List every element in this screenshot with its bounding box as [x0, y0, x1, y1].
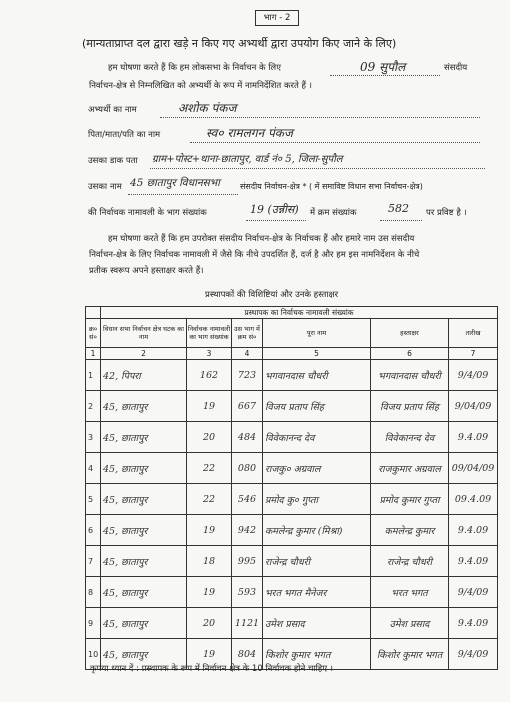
enrolled-label: उसका नाम: [88, 182, 122, 192]
table-body: [86, 360, 498, 670]
table-row: [86, 391, 498, 422]
cell-name: प्रमोद कु० गुप्ता: [263, 484, 371, 515]
candidate-name-label: अभ्यर्थी का नाम: [88, 105, 137, 115]
cell-date: 9.4.09: [449, 515, 498, 546]
cell-sn: 9: [86, 608, 101, 639]
cell-ac: 45, छातापुर: [101, 639, 187, 670]
cell-part: 20: [187, 608, 232, 639]
cell-date: 9/4/09: [449, 639, 498, 670]
cell-sign: भरत भगत: [371, 577, 449, 608]
declaration-suffix: संसदीय: [444, 63, 468, 73]
cell-ac: 45, छातापुर: [101, 391, 187, 422]
cell-sn: 7: [86, 546, 101, 577]
table-row: [86, 515, 498, 546]
cell-sign: राजेन्द्र चौधरी: [371, 546, 449, 577]
cell-sign: प्रमोद कुमार गुप्ता: [371, 484, 449, 515]
cell-name: विजय प्रताप सिंह: [263, 391, 371, 422]
table-row: [86, 608, 498, 639]
cell-sn: 8: [86, 577, 101, 608]
cell-serial: 080: [232, 453, 263, 484]
cell-sign: उमेश प्रसाद: [371, 608, 449, 639]
cell-date: 09/04/09: [449, 453, 498, 484]
cell-part: 19: [187, 639, 232, 670]
cell-ac: 45, छातापुर: [101, 577, 187, 608]
roll-part-label: की निर्वाचक नामावली के भाग संख्यांक: [88, 208, 207, 218]
cell-name: उमेश प्रसाद: [263, 608, 371, 639]
table-row: [86, 577, 498, 608]
declaration-line2: निर्वाचन-क्षेत्र से निम्नलिखित को अभ्यर्थी के रूप में नामनिर्देशित करते हैं ।: [89, 81, 312, 91]
cell-sign: राजकुमार अग्रवाल: [371, 453, 449, 484]
col-header: पूरा नाम: [263, 319, 371, 348]
declaration2-line1: हम घोषणा करते हैं कि हम उपरोक्त संसदीय निर्वाचन-क्षेत्र के निर्वाचक हैं और हमारे नाम उस संसदीय: [108, 234, 415, 244]
enrolled-value: 45 छातापुर विधानसभा: [130, 177, 220, 189]
candidate-name-value: अशोक पंकज: [178, 101, 237, 115]
cell-ac: 45, छातापुर: [101, 422, 187, 453]
cell-sn: 5: [86, 484, 101, 515]
table-row: [86, 360, 498, 391]
cell-ac: 45, छातापुर: [101, 608, 187, 639]
col-header: तारीख: [449, 319, 498, 348]
cell-date: 9.4.09: [449, 422, 498, 453]
cell-sign: किशोर कुमार भगत: [371, 639, 449, 670]
enrolled-suffix: संसदीय निर्वाचन-क्षेत्र * ( में समाविष्ट विधान सभा निर्वाचन-क्षेत्र): [240, 182, 423, 191]
cell-serial: 995: [232, 546, 263, 577]
cell-sn: 10: [86, 639, 101, 670]
cell-ac: 45, छातापुर: [101, 515, 187, 546]
col-header: क्र० सं०: [86, 319, 101, 348]
cell-serial: 723: [232, 360, 263, 391]
cell-serial: 546: [232, 484, 263, 515]
column-number-row: [86, 348, 498, 360]
cell-sn: 2: [86, 391, 101, 422]
cell-name: कमलेन्द्र कुमार (मिश्रा): [263, 515, 371, 546]
cell-name: विवेकानन्द देव: [263, 422, 371, 453]
roll-serial-value: 582: [388, 202, 409, 215]
cell-sign: विजय प्रताप सिंह: [371, 391, 449, 422]
cell-sign: कमलेन्द्र कुमार: [371, 515, 449, 546]
parent-name-label: पिता/माता/पति का नाम: [88, 130, 161, 140]
cell-part: 20: [187, 422, 232, 453]
roll-part-value: 19 (उन्नीस): [250, 203, 299, 216]
cell-ac: 45, छातापुर: [101, 453, 187, 484]
proposers-table: [85, 306, 498, 670]
cell-date: 9.4.09: [449, 608, 498, 639]
cell-sn: 1: [86, 360, 101, 391]
col-number: 3: [187, 348, 232, 360]
cell-date: 9/04/09: [449, 391, 498, 422]
cell-serial: 1121: [232, 608, 263, 639]
table-row: [86, 422, 498, 453]
cell-date: 9/4/09: [449, 577, 498, 608]
col-number: 7: [449, 348, 498, 360]
cell-name: राजकु० अग्रवाल: [263, 453, 371, 484]
cell-ac: 42, पिपरा: [101, 360, 187, 391]
cell-ac: 45, छातापुर: [101, 484, 187, 515]
table-row: [86, 546, 498, 577]
cell-sn: 4: [86, 453, 101, 484]
address-label: उसका डाक पता: [88, 156, 138, 166]
cell-part: 22: [187, 484, 232, 515]
constituency-value: 09 सुपौल: [360, 60, 406, 74]
cell-part: 22: [187, 453, 232, 484]
col-number: 4: [232, 348, 263, 360]
address-value: ग्राम+पोस्ट+थाना-छातापुर, वार्ड नं० 5, जिला-सुपौल: [152, 154, 343, 165]
cell-name: किशोर कुमार भगत: [263, 639, 371, 670]
cell-ac: 45, छातापुर: [101, 546, 187, 577]
part-label: भाग - 2: [255, 10, 299, 26]
roll-suffix: पर प्रविष्ट है ।: [426, 208, 467, 218]
cell-serial: 593: [232, 577, 263, 608]
roll-serial-label: में क्रम संख्यांक: [310, 208, 357, 218]
col-header: हस्ताक्षर: [371, 319, 449, 348]
cell-part: 162: [187, 360, 232, 391]
cell-part: 18: [187, 546, 232, 577]
footnote: कृपया ध्यान दें : प्रस्थापक के रूप में निर्वाचन क्षेत्र के 10 निर्वाचक होने चाहिए ।: [90, 664, 333, 674]
cell-sign: विवेकानन्द देव: [371, 422, 449, 453]
col-number: 2: [101, 348, 187, 360]
table-row: [86, 453, 498, 484]
cell-serial: 484: [232, 422, 263, 453]
parent-name-value: स्व० रामलगन पंकज: [206, 126, 293, 140]
cell-serial: 667: [232, 391, 263, 422]
cell-part: 19: [187, 515, 232, 546]
cell-date: 9/4/09: [449, 360, 498, 391]
cell-serial: 804: [232, 639, 263, 670]
cell-date: 09.4.09: [449, 484, 498, 515]
col-header: निर्वाचक नामावली का भाग संख्यांक: [187, 319, 232, 348]
cell-name: भगवानदास चौधरी: [263, 360, 371, 391]
declaration2-line3: प्रतीक स्वरूप अपने हस्ताक्षर करते हैं।: [89, 266, 204, 276]
table-row: [86, 484, 498, 515]
declaration-text: हम घोषणा करते हैं कि हम लोकसभा के निर्वाचन के लिए: [108, 63, 281, 73]
cell-name: भरत भगत मैनेजर: [263, 577, 371, 608]
cell-part: 19: [187, 391, 232, 422]
col-header: विधान सभा निर्वाचन क्षेत्र घटक का नाम: [101, 319, 187, 348]
table-header-row: [86, 319, 498, 348]
cell-sign: भगवानदास चौधरी: [371, 360, 449, 391]
cell-sn: 6: [86, 515, 101, 546]
col-number: 6: [371, 348, 449, 360]
cell-serial: 942: [232, 515, 263, 546]
col-number: 5: [263, 348, 371, 360]
cell-part: 19: [187, 577, 232, 608]
col-header: उस भाग में क्रम सं०: [232, 319, 263, 348]
table-title: प्रस्थापकों की विशिष्टियां और उनके हस्ताक्षर: [205, 290, 339, 300]
form-subtitle: (मान्यताप्राप्त दल द्वारा खड़े न किए गए अभ्यर्थी द्वारा उपयोग किए जाने के लिए): [82, 37, 397, 50]
declaration2-line2: निर्वाचन-क्षेत्र के लिए निर्वाचक नामावली में जैसे कि नीचे उपदर्शित हैं, दर्ज है और हम इस नामनिर्देशन के नीचे: [89, 250, 420, 260]
col-number: 1: [86, 348, 101, 360]
cell-sn: 3: [86, 422, 101, 453]
table-super-header: प्रस्थापक का निर्वाचक नामावली संख्यांक: [101, 307, 498, 319]
cell-date: 9.4.09: [449, 546, 498, 577]
cell-name: राजेन्द्र चौधरी: [263, 546, 371, 577]
